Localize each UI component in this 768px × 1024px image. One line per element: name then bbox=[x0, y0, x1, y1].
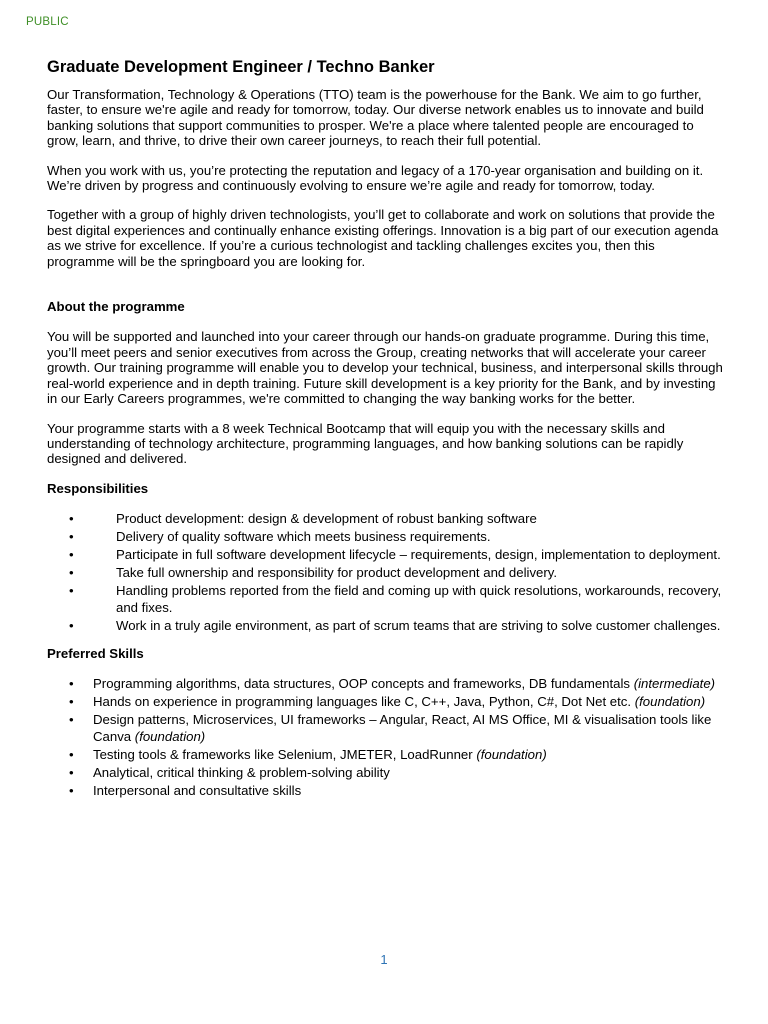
list-item bbox=[47, 565, 723, 581]
list-item-text: Work in a truly agile environment, as part of scrum teams that are striving to solve customer challenges. bbox=[116, 617, 721, 633]
document-body bbox=[47, 56, 723, 811]
bullet: • bbox=[69, 712, 74, 728]
list-item-text: Delivery of quality software which meets business requirements. bbox=[116, 529, 491, 545]
bullet: • bbox=[69, 746, 74, 762]
list-item-text: Hands on experience in programming languages like C, C++, Java, Python, C#, Dot Net etc. bbox=[93, 694, 635, 710]
bullet: • bbox=[69, 529, 74, 545]
skill-level-note: (foundation) bbox=[134, 728, 206, 744]
page-title: Graduate Development Engineer / Techno Banker bbox=[47, 58, 435, 76]
bullet: • bbox=[69, 565, 74, 581]
about-paragraph: Your programme starts with a 8 week Technical Bootcamp that will equip you with the necessary skills and understanding of technology architecture, programming languages, and how banking solutions can be rapidly designed and delivered. bbox=[47, 420, 684, 467]
responsibilities-list bbox=[47, 511, 723, 634]
classification-label: PUBLIC bbox=[26, 16, 69, 28]
about-heading: About the programme bbox=[47, 299, 185, 315]
list-item-text: Programming algorithms, data structures, OOP concepts and frameworks, DB fundamentals bbox=[93, 676, 634, 692]
list-item-text: Handling problems reported from the field and coming up with quick resolutions, workarounds, recovery, and fixes. bbox=[116, 583, 722, 615]
list-item-text: Testing tools & frameworks like Selenium, JMETER, LoadRunner bbox=[93, 746, 477, 762]
bullet: • bbox=[69, 583, 74, 599]
intro-paragraph: When you work with us, you’re protecting the reputation and legacy of a 170-year organisation and building on it. We’re driven by progress and continuously evolving to ensure we’re agile and ready for tomorrow, today. bbox=[47, 162, 704, 194]
list-item bbox=[47, 511, 723, 527]
list-item-text: Design patterns, Microservices, UI frameworks – Angular, React, AI MS Office, MI & visualisation tools like Canva bbox=[93, 712, 712, 744]
bullet: • bbox=[69, 547, 74, 563]
list-item bbox=[47, 618, 723, 634]
intro-paragraph: Together with a group of highly driven technologists, you’ll get to collaborate and work on solutions that provide the best digital experiences and continually enhance existing offerings. Innovation is a big part of our execution agenda as we strive for excellence. If you’re a curious technologist and tackling challenges excites you, then this programme will be the springboard you are looking for. bbox=[47, 207, 719, 269]
list-item-text: Participate in full software development lifecycle – requirements, design, implementation to deployment. bbox=[116, 547, 721, 563]
skills-list bbox=[47, 676, 723, 799]
list-item-text: Product development: design & development of robust banking software bbox=[116, 511, 537, 527]
list-item bbox=[47, 547, 723, 563]
bullet: • bbox=[69, 764, 74, 780]
responsibilities-heading: Responsibilities bbox=[47, 480, 149, 496]
list-item-text: Analytical, critical thinking & problem-solving ability bbox=[93, 764, 390, 780]
skill-level-note: (intermediate) bbox=[633, 676, 716, 692]
bullet: • bbox=[69, 617, 74, 633]
page-number: 1 bbox=[380, 952, 388, 967]
list-item-text: Take full ownership and responsibility for product development and delivery. bbox=[116, 565, 558, 581]
list-item bbox=[47, 529, 723, 545]
skill-level-note: (foundation) bbox=[476, 746, 547, 762]
list-item bbox=[47, 583, 723, 616]
list-item-text: Interpersonal and consultative skills bbox=[93, 782, 302, 798]
list-item bbox=[47, 712, 723, 745]
bullet: • bbox=[69, 511, 74, 527]
bullet: • bbox=[69, 694, 74, 710]
list-item bbox=[47, 676, 723, 692]
intro-paragraph: Our Transformation, Technology & Operations (TTO) team is the powerhouse for the Bank. We aim to go further, faster, to ensure we're agile and ready for tomorrow, today. Our diverse network enables us to innovate and build banking solutions that support communities to prosper. We're a place where talented people are encouraged to grow, learn, and thrive, to drive their own career journeys, to reach their full potential. bbox=[47, 87, 704, 149]
list-item bbox=[47, 783, 723, 799]
skills-heading: Preferred Skills bbox=[47, 645, 144, 661]
list-item bbox=[47, 694, 723, 710]
list-item bbox=[47, 747, 723, 763]
bullet: • bbox=[69, 676, 74, 692]
skill-level-note: (foundation) bbox=[634, 694, 706, 710]
about-paragraph: You will be supported and launched into your career through our hands-on graduate programme. During this time, you’ll meet peers and senior executives from across the Group, creating networks that will accelerate your career growth. Our training programme will enable you to develop your technical, business, and interpersonal skills through real-world experience and in depth training. Future skill development is a key priority for the Bank, and by investing in our Early Careers programmes, we're committed to changing the way banking works for the better. bbox=[47, 329, 723, 407]
bullet: • bbox=[69, 782, 74, 798]
list-item bbox=[47, 765, 723, 781]
